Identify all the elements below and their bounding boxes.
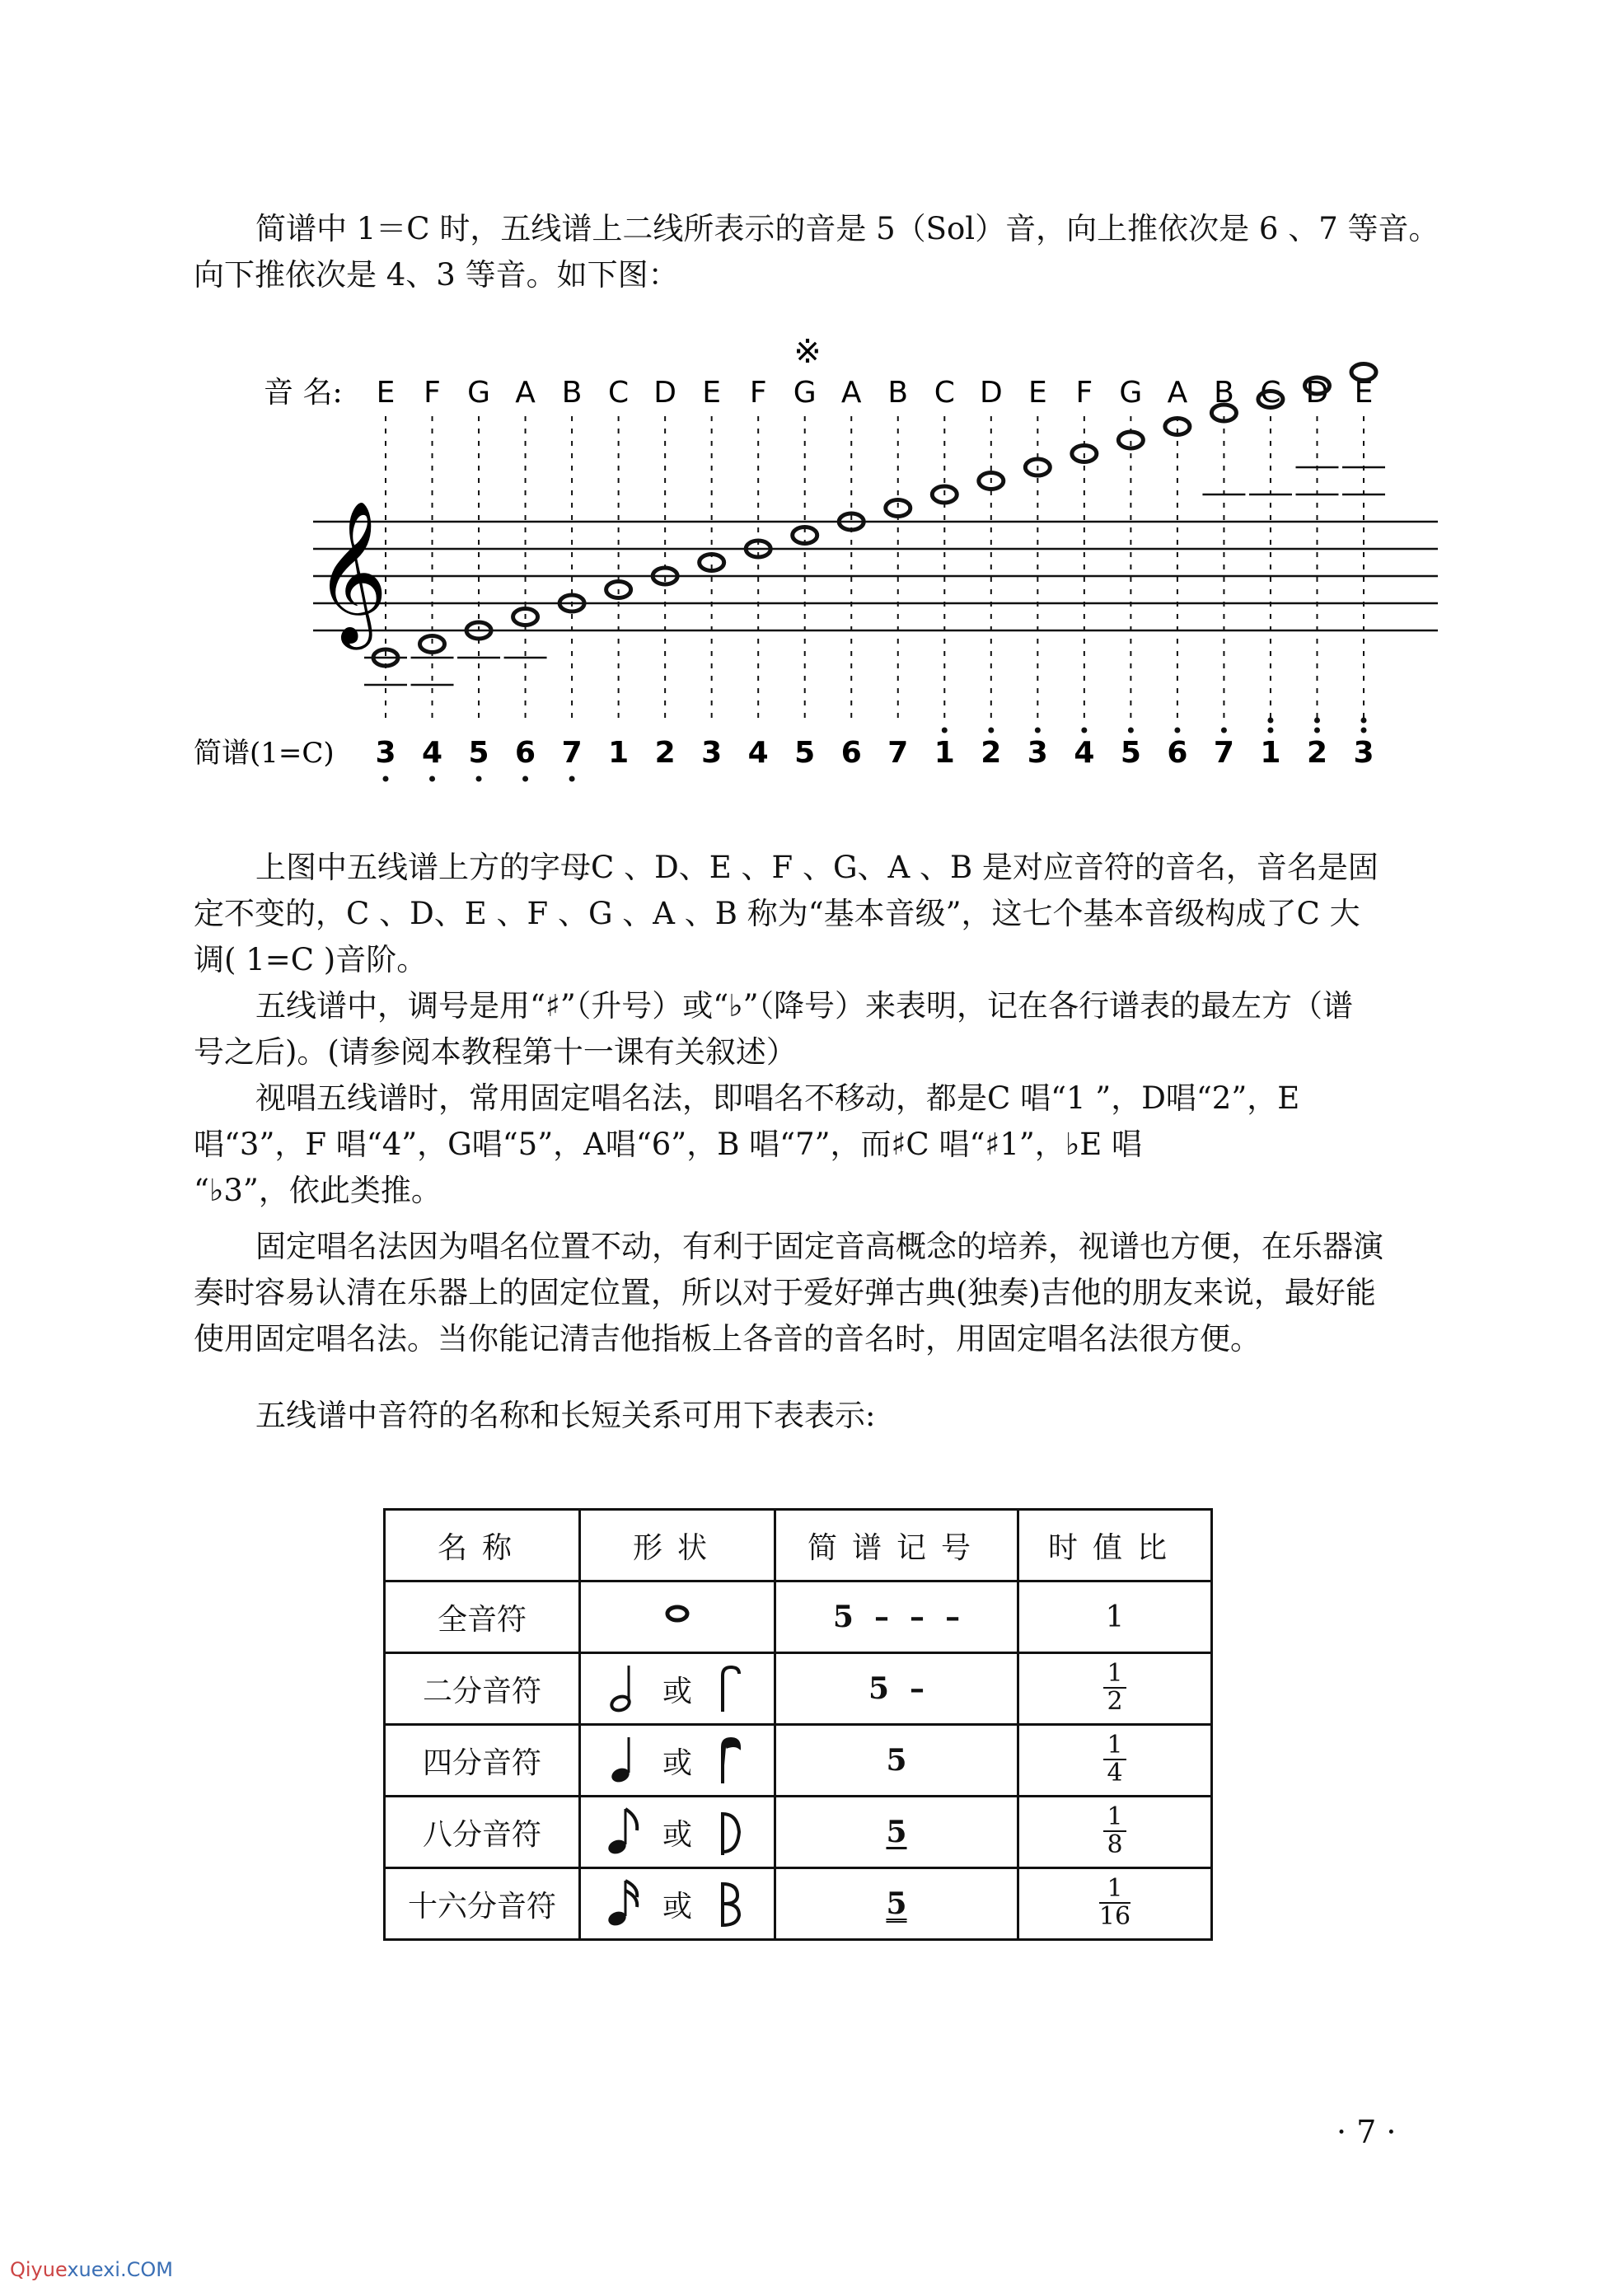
jianpu-digit: 5 <box>1120 736 1141 770</box>
octave-dot-above <box>1081 728 1087 733</box>
row-ratio <box>1018 1797 1212 1868</box>
jianpu-symbol: 5 – <box>868 1671 925 1706</box>
para3-line3: “♭3”，依此类推。 <box>194 1173 442 1208</box>
para1-line2: 定不变的，C 、D、E 、F 、G 、A 、B 称为“基本音级”，这七个基本音级构成了C 大 <box>194 896 1360 931</box>
ratio-fraction <box>1103 1732 1126 1787</box>
ratio-value: 1 <box>1105 1600 1125 1634</box>
table-row <box>385 1868 1212 1940</box>
note-name-label: G <box>467 376 491 410</box>
note-name-label: B <box>887 376 909 410</box>
row-shape <box>580 1868 775 1940</box>
row-jianpu <box>775 1725 1018 1797</box>
header-ratio: 时值比 <box>1018 1510 1212 1581</box>
note-name-label: A <box>515 376 536 410</box>
row-jianpu <box>775 1581 1018 1653</box>
octave-dot-above <box>1361 728 1367 733</box>
note-name-label: C <box>1260 376 1281 410</box>
whole-note-head <box>886 500 910 517</box>
note-name-label: E <box>1354 376 1374 410</box>
ratio-num: 1 <box>1103 1732 1126 1760</box>
ratio-fraction <box>1099 1876 1130 1930</box>
watermark-part1: Qiyue <box>10 2258 68 2281</box>
ratio-num: 1 <box>1103 1661 1126 1689</box>
octave-dot-above <box>1314 728 1320 733</box>
treble-clef-icon: 𝄞 <box>315 500 388 644</box>
row-shape <box>580 1797 775 1868</box>
row-name: 十六分音符 <box>385 1868 580 1940</box>
octave-dot-below <box>429 776 435 782</box>
jianpu-digit: 3 <box>1027 736 1048 770</box>
whole-note-head <box>420 636 445 653</box>
table-row <box>385 1653 1212 1725</box>
jianpu-digit: 7 <box>561 736 583 770</box>
para1-line3: 调( 1=C )音阶。 <box>194 942 428 977</box>
para4-line3: 使用固定唱名法。当你能记清吉他指板上各音的音名时，用固定唱名法很方便。 <box>194 1321 1261 1357</box>
jianpu-digit: 6 <box>515 736 536 770</box>
jianpu-digit: 4 <box>421 736 443 770</box>
jianpu-digit: 5 <box>468 736 489 770</box>
note-names-label: 音 名: <box>264 376 343 410</box>
or-label: 或 <box>662 1745 692 1780</box>
octave-dot-above <box>1361 718 1367 724</box>
jianpu-digit: 4 <box>747 736 769 770</box>
note-name-label: E <box>1028 376 1047 410</box>
para4-line1: 固定唱名法因为唱名位置不动，有利于固定音高概念的培养，视谱也方便，在乐器演 <box>255 1229 1383 1264</box>
note-name-label: C <box>608 376 630 410</box>
octave-dot-below <box>569 776 575 782</box>
whole-note-icon <box>653 1597 702 1630</box>
note-name-label: G <box>793 376 817 410</box>
jianpu-digit: 3 <box>1353 736 1374 770</box>
jianpu-digit: 1 <box>1260 736 1281 770</box>
row-ratio <box>1018 1868 1212 1940</box>
row-shape <box>580 1653 775 1725</box>
note-name-label: A <box>1167 376 1188 410</box>
note-name-label: F <box>1075 376 1093 410</box>
octave-dot-below <box>476 776 482 782</box>
jianpu-digit: 7 <box>887 736 909 770</box>
jianpu-symbol: 5 – – – <box>832 1600 961 1634</box>
note-name-label: B <box>1214 376 1234 410</box>
jianpu-digit: 2 <box>981 736 1002 770</box>
ratio-den: 16 <box>1098 1902 1131 1931</box>
ratio-fraction <box>1103 1804 1126 1858</box>
quarter-note-tab-icon <box>713 1734 749 1787</box>
para1-line1: 上图中五线谱上方的字母C 、D、E 、F 、G、A 、B 是对应音符的音名，音名是固 <box>255 850 1379 885</box>
octave-dot-above <box>1174 728 1180 733</box>
row-shape <box>580 1725 775 1797</box>
table-header-row <box>385 1510 1212 1581</box>
note-name-label: F <box>749 376 767 410</box>
note-name-label: D <box>979 376 1003 410</box>
jianpu-symbol: 5 <box>886 1815 907 1849</box>
jianpu-digit: 2 <box>654 736 676 770</box>
eighth-note-icon <box>606 1806 642 1858</box>
row-jianpu <box>775 1868 1018 1940</box>
staff-lines <box>313 522 1438 630</box>
para2-line1: 五线谱中，调号是用“♯”（升号）或“♭”（降号）来表明，记在各行谱表的最左方（谱 <box>255 988 1354 1024</box>
para4-line2: 奏时容易认清在乐器上的固定位置，所以对于爱好弹古典(独奏)吉他的朋友来说，最好能 <box>194 1275 1376 1310</box>
table-row <box>385 1725 1212 1797</box>
octave-dot-above <box>988 728 994 733</box>
jianpu-digit: 6 <box>1167 736 1188 770</box>
jianpu-digit: 2 <box>1306 736 1328 770</box>
para3-line2: 唱“3”，F 唱“4”，G唱“5”，A唱“6”，B 唱“7”，而♯C 唱“♯1”，♭E 唱 <box>194 1127 1142 1162</box>
octave-dot-above <box>1035 728 1041 733</box>
note-name-label: C <box>934 376 955 410</box>
intro-line-2: 向下推依次是 4、3 等音。如下图： <box>194 257 679 293</box>
note-name-label: A <box>840 376 862 410</box>
half-note-stem-up-icon <box>606 1662 642 1715</box>
note-name-label: E <box>702 376 722 410</box>
row-ratio <box>1018 1725 1212 1797</box>
para5: 五线谱中音符的名称和长短关系可用下表表示: <box>255 1398 876 1433</box>
ratio-num: 1 <box>1103 1804 1126 1832</box>
jianpu-digit: 3 <box>701 736 723 770</box>
eighth-note-tab-icon <box>713 1806 749 1858</box>
row-ratio <box>1018 1581 1212 1653</box>
jianpu-digit: 3 <box>375 736 396 770</box>
jianpu-digit: 4 <box>1074 736 1095 770</box>
or-label: 或 <box>662 1674 692 1708</box>
para3-line1: 视唱五线谱时，常用固定唱名法，即唱名不移动，都是C 唱“1 ”，D唱“2”，E <box>255 1080 1300 1116</box>
ratio-num: 1 <box>1099 1876 1130 1904</box>
row-name: 八分音符 <box>385 1797 580 1868</box>
note-name-label: D <box>1305 376 1329 410</box>
row-name: 二分音符 <box>385 1653 580 1725</box>
note-value-table <box>383 1508 1213 1941</box>
row-jianpu <box>775 1797 1018 1868</box>
intro-line-1: 简谱中 1＝C 时，五线谱上二线所表示的音是 5（Sol）音，向上推依次是 6 、7 等音。 <box>255 211 1439 246</box>
watermark-part2: xuexi.COM <box>67 2258 173 2281</box>
sixteenth-note-icon <box>606 1877 642 1930</box>
staff-figure <box>0 0 1615 791</box>
jianpu-digit: 5 <box>794 736 816 770</box>
octave-dot-above <box>1221 728 1227 733</box>
figure-marker: ※ <box>793 333 822 371</box>
row-name: 四分音符 <box>385 1725 580 1797</box>
ratio-den: 4 <box>1107 1759 1123 1788</box>
table-row <box>385 1581 1212 1653</box>
jianpu-digit: 1 <box>934 736 955 770</box>
octave-dot-above <box>1128 728 1134 733</box>
row-name: 全音符 <box>385 1581 580 1653</box>
octave-dot-below <box>383 776 389 782</box>
header-name: 名称 <box>385 1510 580 1581</box>
note-name-label: E <box>376 376 396 410</box>
note-name-label: F <box>424 376 441 410</box>
row-shape <box>580 1581 775 1653</box>
jianpu-label: 简谱(1=C) <box>194 737 335 770</box>
ratio-den: 8 <box>1107 1830 1123 1859</box>
table-row <box>385 1797 1212 1868</box>
para2-line2: 号之后)。(请参阅本教程第十一课有关叙述） <box>194 1034 797 1070</box>
quarter-note-icon <box>606 1734 642 1787</box>
page-number: · 7 · <box>1336 2114 1397 2150</box>
jianpu-digit: 1 <box>608 736 630 770</box>
octave-dot-above <box>1267 718 1273 724</box>
jianpu-symbol: 5 <box>886 1886 907 1921</box>
jianpu-symbol: 5 <box>886 1743 907 1778</box>
octave-dot-above <box>1314 718 1320 724</box>
row-ratio <box>1018 1653 1212 1725</box>
octave-dot-above <box>942 728 948 733</box>
jianpu-digit: 6 <box>840 736 862 770</box>
note-name-label: B <box>561 376 583 410</box>
or-label: 或 <box>662 1889 692 1923</box>
watermark <box>10 2258 173 2281</box>
half-note-tab-icon <box>713 1662 749 1715</box>
sixteenth-note-tab-icon <box>713 1877 749 1930</box>
ratio-den: 2 <box>1107 1687 1123 1716</box>
row-jianpu <box>775 1653 1018 1725</box>
ratio-fraction <box>1103 1661 1126 1715</box>
note-name-label: G <box>1119 376 1143 410</box>
or-label: 或 <box>662 1817 692 1852</box>
octave-dot-below <box>522 776 528 782</box>
header-jianpu: 简谱记号 <box>775 1510 1018 1581</box>
note-name-label: D <box>653 376 677 410</box>
jianpu-digit: 7 <box>1213 736 1234 770</box>
octave-dot-above <box>1267 728 1273 733</box>
header-shape: 形状 <box>580 1510 775 1581</box>
